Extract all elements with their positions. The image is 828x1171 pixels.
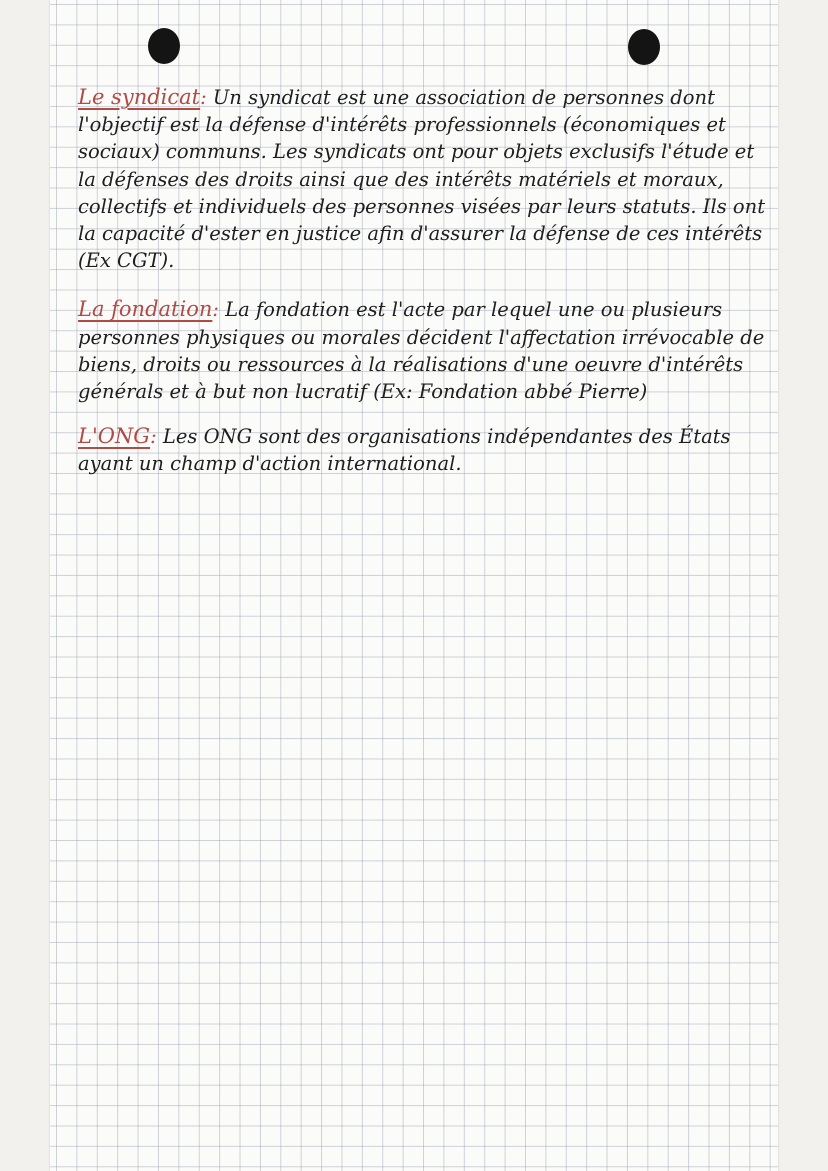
section-ong bbox=[78, 423, 778, 477]
heading-separator: : bbox=[212, 298, 219, 322]
section-heading: Le syndicat bbox=[78, 85, 201, 109]
section-syndicat bbox=[78, 84, 778, 274]
notes-content bbox=[78, 84, 778, 478]
heading-separator: : bbox=[200, 86, 207, 109]
binder-hole-right bbox=[628, 29, 660, 65]
section-heading: La fondation bbox=[78, 297, 213, 322]
section-body: La fondation est l'acte par lequel une ou plusieurs personnes physiques ou morales décident l'affectation irrévocable de biens, droits ou ressources à la réalisations d'une oeuvre d'intérêts générals et à but non lucratif (Ex: Fondation abbé Pierre) bbox=[78, 298, 765, 404]
section-heading: L'ONG bbox=[78, 424, 151, 449]
section-body: Un syndicat est une association de personnes dont l'objectif est la défense d'intérêts professionnels (économiques et sociaux) communs. Les syndicats ont pour objets exclusifs l'étude et la défenses des droits ainsi que des intérêts matériels et moraux, collectifs et individuels des personnes visées par leurs statuts. Ils ont la capacité d'ester en justice afin d'assurer la défense de ces intérêts (Ex CGT). bbox=[78, 86, 766, 273]
heading-separator: : bbox=[150, 425, 157, 449]
binder-hole-left bbox=[148, 28, 180, 64]
section-fondation bbox=[78, 296, 778, 405]
section-body: Les ONG sont des organisations indépendantes des États ayant un champ d'action international. bbox=[78, 425, 731, 476]
